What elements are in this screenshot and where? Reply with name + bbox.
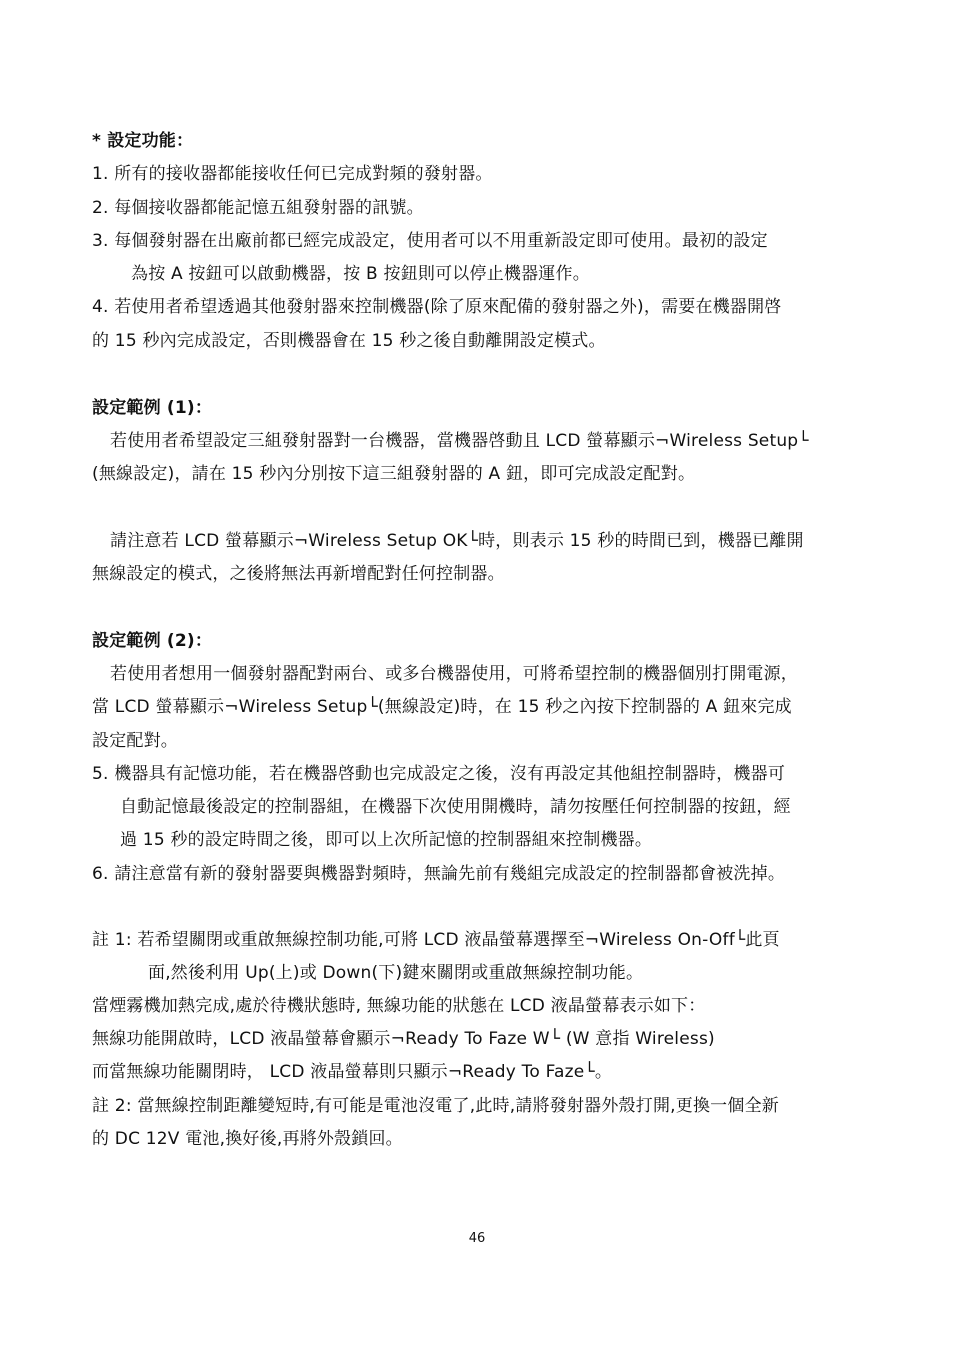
heading-example-2: 設定範例 (2)： [92,631,213,651]
item-5-line-3: 過 15 秒的設定時間之後，即可以上次所記憶的控制器組來控制機器。 [120,830,653,850]
note-1-line-2: 面,然後利用 Up(上)或 Down(下)鍵來關閉或重啟無線控制功能。 [148,963,644,983]
standby-status-line: 當煙霧機加熱完成,處於待機狀態時, 無線功能的狀態在 LCD 液晶螢幕表示如下： [92,996,706,1016]
item-4-line-1: 4. 若使用者希望透過其他發射器來控制機器(除了原來配備的發射器之外)，需要在機器開啓 [92,297,782,317]
item-5-line-1: 5. 機器具有記憶功能，若在機器啓動也完成設定之後，沒有再設定其他組控制器時，機器可 [92,764,786,784]
item-5-line-2: 自動記憶最後設定的控制器組，在機器下次使用開機時，請勿按壓任何控制器的按鈕，經 [120,797,791,817]
item-6: 6. 請注意當有新的發射器要與機器對頻時，無論先前有幾組完成設定的控制器都會被洗掉。 [92,864,786,884]
note-2-line-2: 的 DC 12V 電池,換好後,再將外殼鎖回。 [92,1129,403,1149]
page-number: 46 [468,1231,486,1246]
item-3-line-1: 3. 每個發射器在出廠前都已經完成設定，使用者可以不用重新設定即可使用。最初的設定 [92,231,768,251]
item-2: 2. 每個接收器都能記憶五組發射器的訊號。 [92,198,424,218]
item-1: 1. 所有的接收器都能接收任何已完成對頻的發射器。 [92,164,493,184]
item-4-line-2: 的 15 秒內完成設定，否則機器會在 15 秒之後自動離開設定模式。 [92,331,606,351]
example-1-line-2: (無線設定)，請在 15 秒內分別按下這三組發射器的 A 鈕，即可完成設定配對。 [92,464,696,484]
note-ok-line-1: 請注意若 LCD 螢幕顯示¬Wireless Setup OK└時，則表示 15 秒的時間已到，機器已離開 [110,531,804,551]
note-ok-line-2: 無線設定的模式，之後將無法再新增配對任何控制器。 [92,564,505,584]
example-2-line-1: 若使用者想用一個發射器配對兩台、或多台機器使用，可將希望控制的機器個別打開電源， [110,664,798,684]
note-2-line-1: 註 2: 當無線控制距離變短時,有可能是電池沒電了,此時,請將發射器外殼打開,更換一個全新 [92,1096,779,1116]
item-3-line-2: 為按 A 按鈕可以啟動機器，按 B 按鈕則可以停止機器運作。 [131,264,590,284]
example-1-line-1: 若使用者希望設定三組發射器對一台機器，當機器啓動且 LCD 螢幕顯示¬Wireless Setup└ [110,431,809,451]
example-2-line-3: 設定配對。 [92,731,178,751]
wireless-on-line: 無線功能開啟時，LCD 液晶螢幕會顯示¬Ready To Faze W└ (W 意指 Wireless) [92,1029,715,1049]
heading-setup-function: * 設定功能： [92,131,194,151]
wireless-off-line: 而當無線功能關閉時， LCD 液晶螢幕則只顯示¬Ready To Faze└。 [92,1062,613,1082]
heading-example-1: 設定範例 (1)： [92,398,213,418]
note-1-line-1: 註 1: 若希望關閉或重啟無線控制功能,可將 LCD 液晶螢幕選擇至¬Wireless On-Off└此頁 [92,930,780,950]
example-2-line-2: 當 LCD 螢幕顯示¬Wireless Setup└(無線設定)時，在 15 秒之內按下控制器的 A 鈕來完成 [92,697,792,717]
